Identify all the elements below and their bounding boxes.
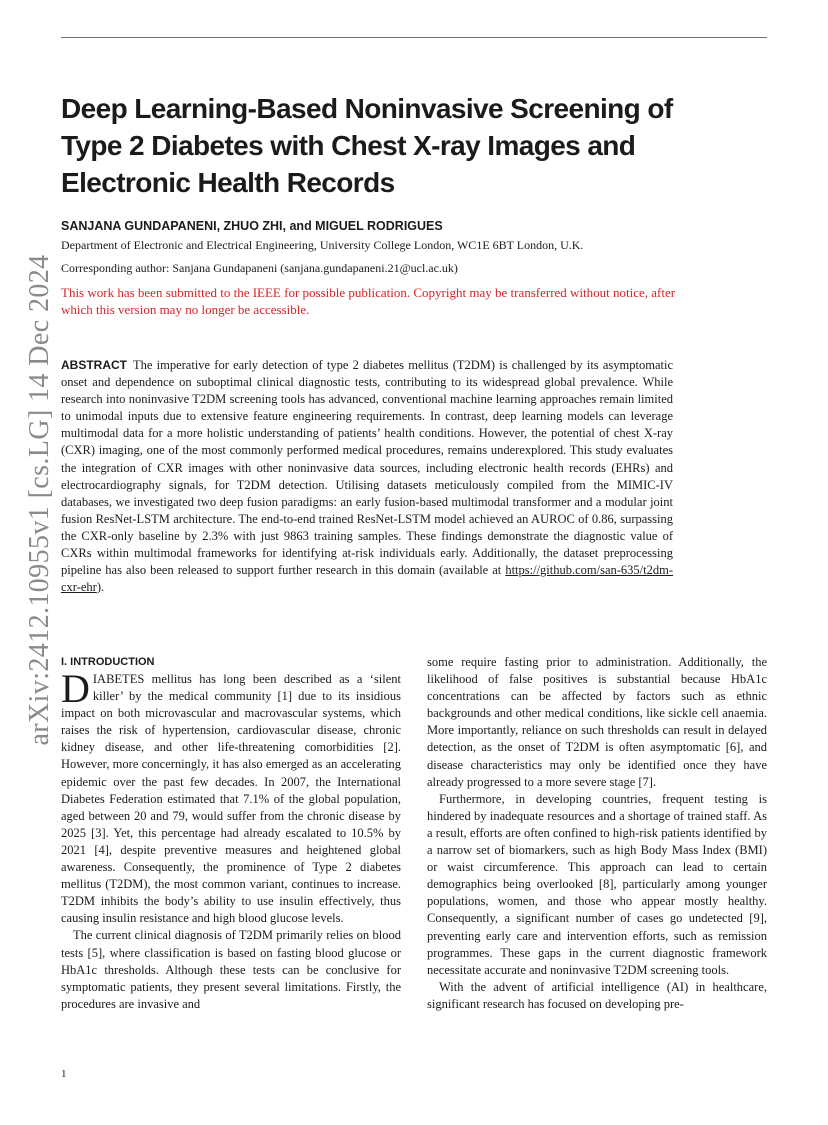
author-list: SANJANA GUNDAPANENI, ZHUO ZHI, and MIGUEL RODRIGUES bbox=[61, 219, 443, 233]
abstract-end: ). bbox=[96, 580, 105, 595]
affiliation: Department of Electronic and Electrical Engineering, University College London, WC1E 6BT London, U.K. bbox=[61, 238, 584, 252]
dropcap-letter: D bbox=[61, 666, 90, 711]
intro-paragraph-5: With the advent of artificial intelligence (AI) in healthcare, significant research has focused on developing pre- bbox=[427, 979, 767, 1011]
intro-paragraph-1 bbox=[61, 666, 401, 927]
github-link[interactable]: https://github.com/san-635/t2dm-cxr-ehr bbox=[61, 563, 674, 595]
intro-paragraph-3: some require fasting prior to administration. Additionally, the likelihood of false positives is substantial because HbA1c concentrations can be affected by factors such as ethnic backgrounds and other medical conditions, like sickle cell anaemia. More importantly, reliance on such thresholds can result in delayed detection, as the onset of T2DM is often asymptomatic [6], and disease characteristics may only be identified once they have already progressed to a more severe stage [7]. bbox=[427, 655, 767, 789]
intro-paragraph-1-text: IABETES mellitus has long been described as a ‘silent killer’ by the medical community [1] due to its insidious impact on both microvascular and macrovascular systems, which raises the risk of hypertension, cardiovascular disease, chronic kidney disease, and other life-threatening comorbidities [2]. However, more concerningly, it has also emerged as an accelerating epidemic over the past few decades. In 2007, the International Diabetes Federation estimated that 7.1% of the global population, aged between 20 and 79, would suffer from the chronic disease by 2025 [3]. Yet, this percentage had already escalated to 10.5% by 2021 [4], despite preventive measures and heightened global awareness. Consequently, the prominence of Type 2 diabetes mellitus (T2DM), the most common variant, continues to increase. T2DM inhibits the body’s ability to use insulin effectively, thus causing insulin resistance and high blood glucose levels. bbox=[61, 672, 401, 926]
arxiv-id-text: arXiv:2412.10955v1 [cs.LG] 14 Dec 2024 bbox=[24, 254, 55, 746]
right-column bbox=[427, 654, 767, 1013]
abstract bbox=[61, 357, 673, 596]
abstract-text: The imperative for early detection of type 2 diabetes mellitus (T2DM) is challenged by its asymptomatic onset and dependence on suboptimal clinical diagnostic tests, contributing to its widespread global prevalence. While research into noninvasive T2DM screening tools has advanced, conventional machine learning approaches remain limited to unimodal inputs due to extensive feature engineering requirements. In contrast, deep learning models can leverage multimodal data for a more holistic understanding of patients’ health conditions. However, the potential of chest X-ray (CXR) imaging, one of the most commonly performed medical procedures, remains underexplored. This study evaluates the integration of CXR images with other noninvasive data sources, including electronic health records (EHRs) and electrocardiography signals, for T2DM detection. Utilising datasets meticulously compiled from the MIMIC-IV databases, we investigated two deep fusion paradigms: an early fusion-based multimodal transformer and a modular joint fusion ResNet-LSTM architecture. The end-to-end trained ResNet-LSTM model achieved an AUROC of 0.86, surpassing the CXR-only baseline by 2.3% with just 9863 training samples. These findings demonstrate the diagnostic value of CXRs within multimodal frameworks for identifying at-risk individuals early. Additionally, the dataset preprocessing pipeline has also been released to support further research in this domain (available at bbox=[61, 358, 673, 578]
ieee-notice: This work has been submitted to the IEEE for possible publication. Copyright may be transferred without notice, after which this version may no longer be accessible. bbox=[61, 285, 676, 317]
header-rule bbox=[61, 37, 767, 38]
intro-paragraph-4: Furthermore, in developing countries, frequent testing is hindered by inadequate resources and a shortage of trained staff. As a result, efforts are often confined to high-risk patients identified by a narrow set of biomarkers, such as high Body Mass Index (BMI) or waist circumference. This approach can lead to certain demographics being overlooked [8], particularly among younger populations, women, and those who appear mostly healthy. Consequently, a significant number of cases go undetected [9], preventing early care and intervention efforts, such as remission programmes. These gaps in the current diagnostic framework necessitate accurate and noninvasive T2DM screening tools. bbox=[427, 791, 767, 977]
left-column bbox=[61, 654, 401, 1013]
corresponding-author: Corresponding author: Sanjana Gundapaneni (sanjana.gundapaneni.21@ucl.ac.uk) bbox=[61, 261, 458, 275]
intro-paragraph-2: The current clinical diagnosis of T2DM primarily relies on blood tests [5], where classification is based on fasting blood glucose or HbA1c thresholds. Although these tests can be conclusive for symptomatic patients, they present several limitations. Firstly, the procedures are invasive and bbox=[61, 928, 401, 1011]
paper-title: Deep Learning-Based Noninvasive Screening of Type 2 Diabetes with Chest X-ray Images and Electronic Health Records bbox=[61, 93, 673, 198]
section-heading: I. INTRODUCTION bbox=[61, 656, 155, 668]
abstract-label: ABSTRACT bbox=[61, 358, 127, 372]
page-number: 1 bbox=[61, 1068, 67, 1080]
